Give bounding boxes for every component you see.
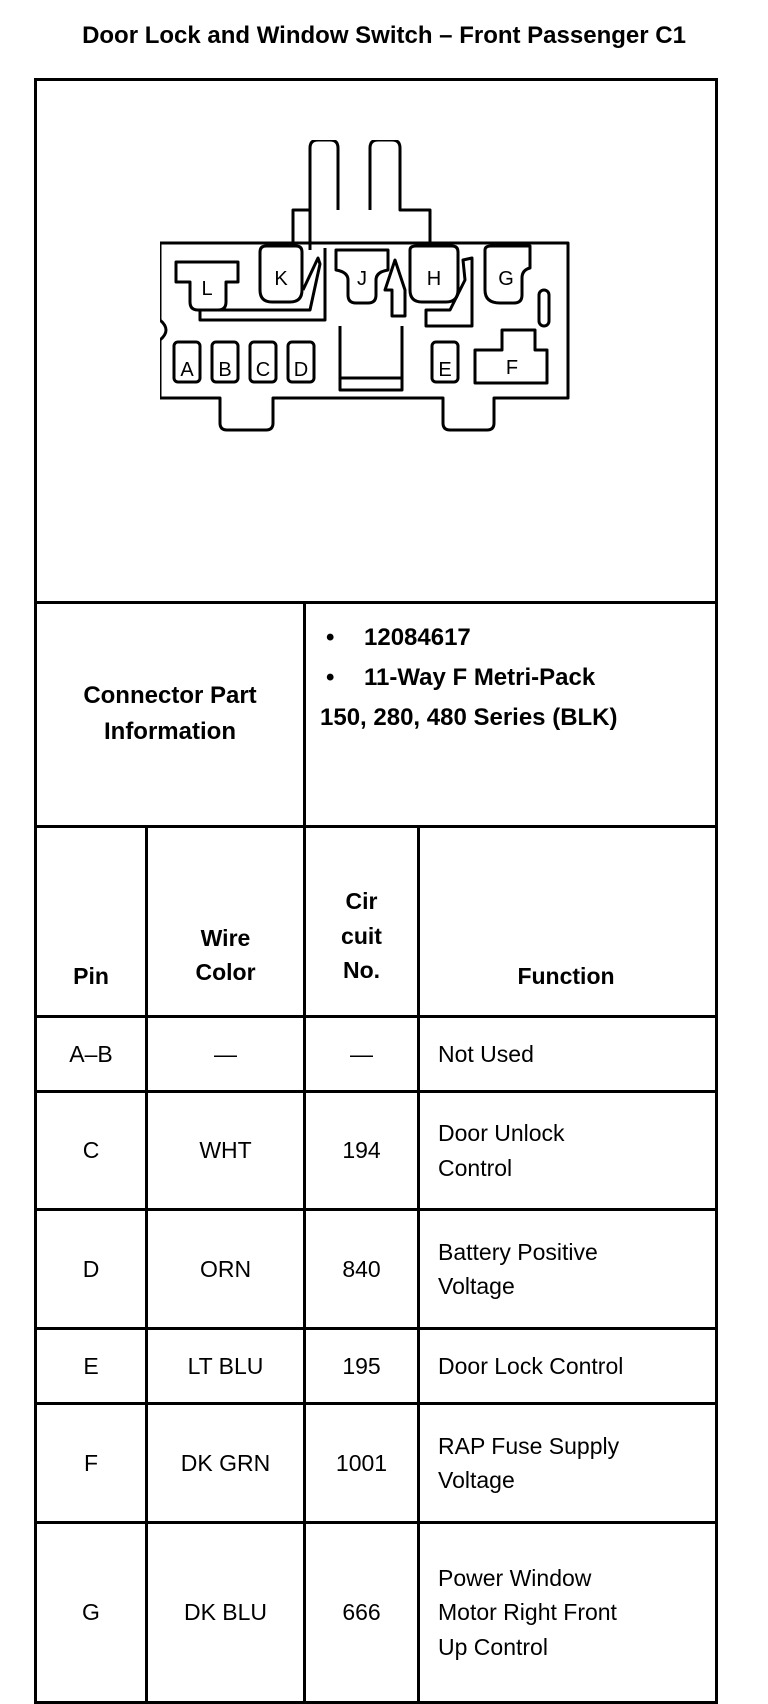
function-text — [438, 1429, 619, 1498]
function-line: Not Used — [438, 1040, 534, 1067]
table-cell-pin: D — [82, 1255, 100, 1282]
function-line: RAP Fuse Supply — [438, 1432, 620, 1459]
table-cell-circuit: 195 — [342, 1352, 381, 1379]
table-cell-function — [438, 1330, 708, 1402]
connector-part-info-list — [320, 618, 710, 738]
table-cell-wire: DK BLU — [183, 1599, 268, 1626]
table-cell-wire: — — [214, 1040, 237, 1067]
function-line: Voltage — [438, 1273, 515, 1299]
header-circuit-no — [306, 872, 417, 1000]
pin-label-e: E — [438, 359, 452, 381]
table-cell-circuit: 1001 — [335, 1449, 388, 1476]
function-line: Power Window — [438, 1564, 592, 1591]
header-circuit-line3: No. — [342, 957, 381, 984]
header-circuit-line1: Cir — [345, 888, 378, 915]
pin-label-b: B — [218, 359, 232, 381]
table-cell-circuit: 194 — [342, 1137, 381, 1164]
pin-label-g: G — [498, 268, 514, 290]
connector-type-item: • 11-Way F Metri-Pack — [326, 664, 596, 691]
pin-label-f: F — [505, 357, 519, 379]
function-line: Motor Right Front — [438, 1599, 617, 1626]
part-info-label-line2: Information — [103, 718, 236, 745]
pin-label-h: H — [426, 268, 442, 290]
pin-label-k: K — [274, 268, 288, 290]
table-cell-circuit: 666 — [342, 1599, 381, 1626]
table-cell-function — [438, 1524, 708, 1701]
header-wire-color — [148, 910, 303, 1000]
header-wire-line1: Wire — [200, 924, 251, 951]
table-cell-pin: F — [83, 1449, 99, 1476]
connector-part-info-label — [37, 604, 303, 824]
connector-type: 11-Way F Metri-Pack — [364, 664, 596, 691]
header-circuit-line2: cuit — [341, 922, 382, 949]
part-number-item: • 12084617 — [326, 624, 471, 651]
table-cell-pin: A–B — [69, 1040, 113, 1067]
table-cell-circuit: — — [350, 1040, 373, 1067]
header-pin: Pin — [73, 962, 109, 989]
table-cell-function — [438, 1093, 708, 1208]
table-cell-function — [438, 1405, 708, 1521]
function-line: Voltage — [438, 1467, 515, 1493]
table-cell-circuit: 840 — [342, 1255, 381, 1282]
table-cell-wire: ORN — [199, 1255, 252, 1282]
table-cell-pin: E — [83, 1352, 99, 1379]
function-text — [438, 1116, 565, 1185]
pin-label-a: A — [180, 359, 194, 381]
function-line: Battery Positive — [438, 1238, 598, 1265]
function-line: Door Lock Control — [438, 1352, 624, 1379]
pin-label-l: L — [201, 278, 213, 300]
part-number: 12084617 — [364, 624, 471, 651]
function-line: Control — [438, 1154, 513, 1181]
function-text — [438, 1037, 534, 1072]
header-wire-line2: Color — [195, 959, 256, 985]
function-text — [438, 1235, 598, 1304]
function-text — [438, 1561, 617, 1665]
pin-label-d: D — [293, 359, 309, 381]
page-title: Door Lock and Window Switch – Front Passenger C1 — [82, 22, 686, 49]
pin-label-c: C — [255, 359, 271, 381]
header-function: Function — [517, 962, 615, 989]
table-cell-function — [438, 1211, 708, 1327]
table-cell-wire: WHT — [199, 1137, 252, 1164]
function-line: Door Unlock — [438, 1120, 565, 1146]
connector-series: 150, 280, 480 Series (BLK) — [320, 704, 618, 731]
table-cell-pin: G — [82, 1599, 100, 1626]
rule-info-bottom — [34, 825, 718, 828]
table-cell-wire: DK GRN — [180, 1449, 271, 1476]
function-text — [438, 1349, 623, 1384]
connector-face-diagram — [160, 140, 620, 460]
part-info-label-line1: Connector Part — [83, 682, 257, 709]
table-cell-function — [438, 1018, 708, 1090]
function-line: Up Control — [438, 1633, 548, 1660]
pin-label-j: J — [357, 268, 367, 290]
table-cell-wire: LT BLU — [187, 1352, 264, 1379]
table-cell-pin: C — [82, 1137, 100, 1164]
